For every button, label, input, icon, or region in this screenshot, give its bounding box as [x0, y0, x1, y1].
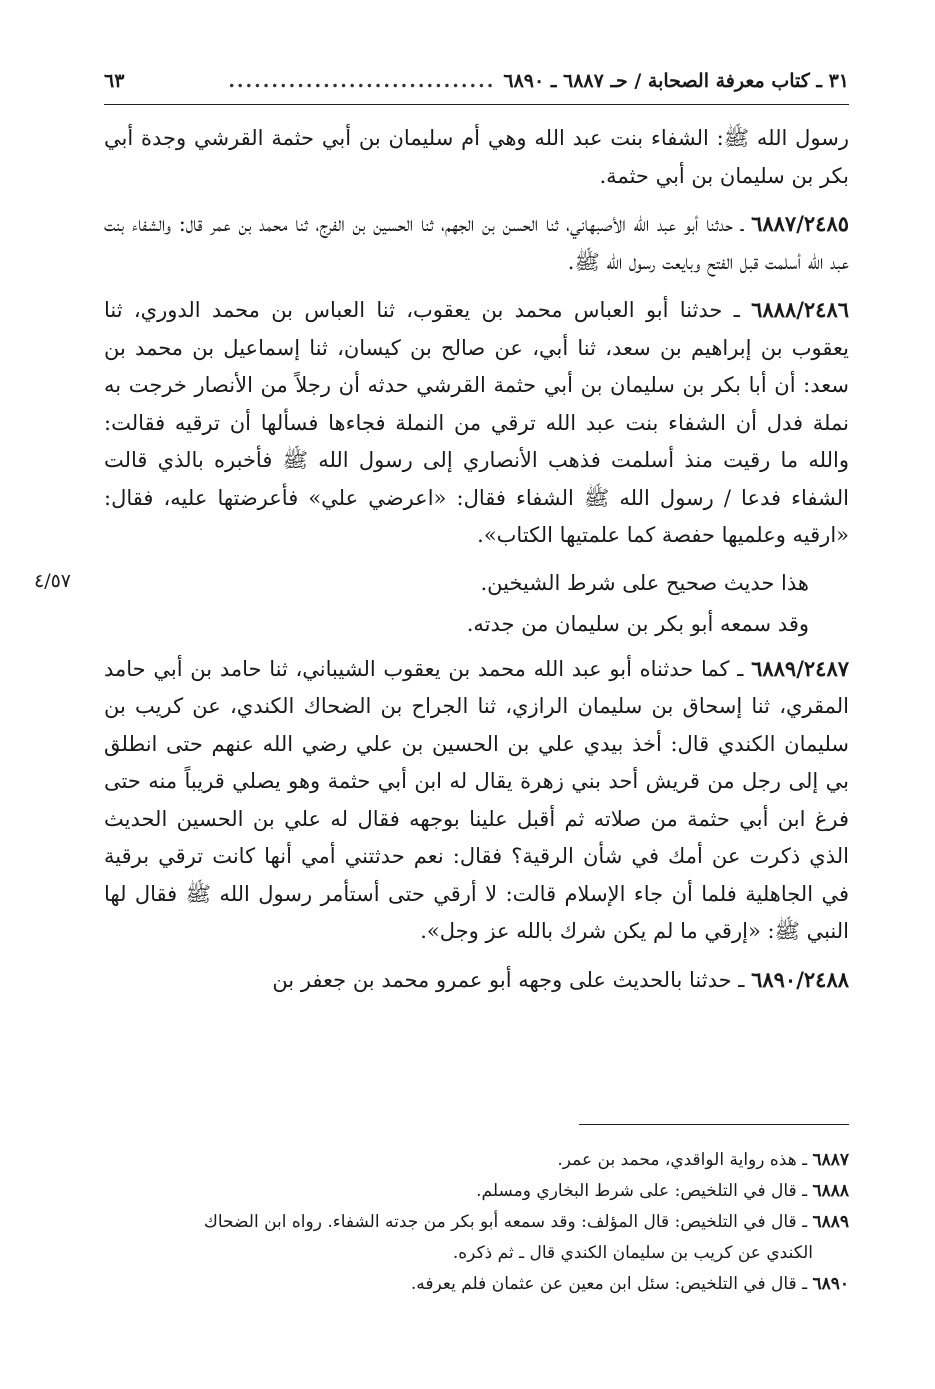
- footnote-text: ـ قال في التلخيص: على شرط البخاري ومسلم.: [476, 1181, 813, 1201]
- hadith-6887: [104, 205, 849, 281]
- hadith-number: ٦٨٩٠/٢٤٨٨: [751, 966, 849, 992]
- grading-note: هذا حديث صحيح على شرط الشيخين.: [480, 570, 809, 595]
- page-number: ٦٣: [104, 70, 125, 92]
- hadith-text: ـ حدثنا بالحديث على وجهه أبو عمرو محمد بن جعفر بن: [272, 967, 752, 992]
- hadith-text: ـ حدثنا أبو العباس محمد بن يعقوب، ثنا العباس بن محمد الدوري، ثنا يعقوب بن إبراهيم بن سعد، ثنا أبي، عن صالح بن كيسان، ثنا إسماعيل بن محمد بن سعد: أن أبا بكر بن سليمان بن أبي حثمة القرشي حدثه أن رجلاً من الأنصار خرجت به نملة فدل أن الشفاء بنت عبد الله ترقي من النملة فجاءها فسألها أن ترقيه فقالت: والله ما رقيت منذ أسلمت فذهب الأنصاري إلى رسول الله ﷺ فأخبره بالذي قالت الشفاء فدعا / رسول الله ﷺ الشفاء فقال: «اعرضي علي» فأعرضتها عليه، فقال: «ارقيه وعلميها حفصة كما علمتيها الكتاب».: [104, 298, 849, 547]
- footnote-number: ٦٨٩٠: [812, 1274, 849, 1294]
- footnote-rule: [579, 1124, 849, 1125]
- hadith-number: ٦٨٨٨/٢٤٨٦: [751, 297, 850, 322]
- footnotes: [104, 1146, 849, 1301]
- footnote-6888: [104, 1177, 849, 1206]
- footnote-6889-continued: [104, 1239, 849, 1268]
- footnote-number: ٦٨٨٧: [812, 1150, 849, 1170]
- main-text: [104, 120, 849, 1009]
- hadith-text: ـ كما حدثناه أبو عبد الله محمد بن يعقوب الشيباني، ثنا حامد بن أبي حامد المقري، ثنا إسحاق بن سليمان الرازي، ثنا الجراح بن الضحاك الكندي، عن كريب بن سليمان الكندي قال: أخذ بيدي علي بن الحسين بن علي رضي الله عنهم حتى انطلق بي إلى رجل من قريش أحد بني زهرة يقال له ابن أبي حثمة وهو يصلي قريباً منه حتى فرغ ابن أبي حثمة من صلاته ثم أقبل علينا بوجهه فقال له علي بن الحسين الحديث الذي ذكرت عن أمك في شأن الرقية؟ فقال: نعم حدثتني أمي أنها كانت ترقي برقية في الجاهلية فلما أن جاء الإسلام قالت: لا أرقي حتى أستأمر رسول الله ﷺ فقال لها النبي ﷺ: «إرقي ما لم يكن شرك بالله عز وجل».: [104, 656, 849, 943]
- header-leader-dots: ...............................: [228, 70, 496, 92]
- paragraph-text: رسول الله ﷺ: الشفاء بنت عبد الله وهي أم سليمان بن أبي حثمة القرشي وجدة أبي بكر بن سليمان بن أبي حثمة.: [104, 126, 849, 188]
- hadith-number: ٦٨٨٩/٢٤٨٧: [751, 655, 849, 681]
- footnote-number: ٦٨٨٩: [812, 1212, 849, 1232]
- header-rule: [104, 104, 849, 105]
- footnote-text: ـ هذه رواية الواقدي، محمد بن عمر.: [557, 1150, 813, 1170]
- paragraph-intro: [104, 120, 849, 195]
- footnote-number: ٦٨٨٨: [812, 1181, 849, 1201]
- running-header: [104, 70, 849, 104]
- margin-reference: ٤/٥٧: [34, 570, 72, 592]
- footnote-text: ـ قال في التلخيص: سئل ابن معين عن عثمان فلم يعرفه.: [410, 1274, 813, 1294]
- hadith-6888: [104, 291, 849, 555]
- footnote-text: الكندي عن كريب بن سليمان الكندي قال ـ ثم ذكره.: [452, 1243, 813, 1263]
- footnote-6889: [104, 1208, 849, 1237]
- footnote-6887: [104, 1146, 849, 1175]
- hadith-6889: [104, 650, 849, 951]
- hadith-text: ـ حدثنا أبو عبد الله الأصبهاني، ثنا الحسن بن الجهم، ثنا الحسين بن الفرج، ثنا محمد بن عمر قال: والشفاء بنت عبد الله أسلمت قبل الفتح وبايعت رسول الله ﷺ.: [104, 212, 849, 274]
- hearing-note: وقد سمعه أبو بكر بن سليمان من جدته.: [466, 612, 809, 636]
- footnote-6890: [104, 1270, 849, 1299]
- footnote-text: ـ قال في التلخيص: قال المؤلف: وقد سمعه أبو بكر من جدته الشفاء. رواه ابن الضحاك: [203, 1212, 813, 1232]
- hadith-number: ٦٨٨٧/٢٤٨٥: [751, 211, 849, 236]
- header-title: ٣١ ـ كتاب معرفة الصحابة / حـ ٦٨٨٧ ـ ٦٨٩٠: [503, 70, 849, 92]
- hadith-6890: [104, 961, 849, 1000]
